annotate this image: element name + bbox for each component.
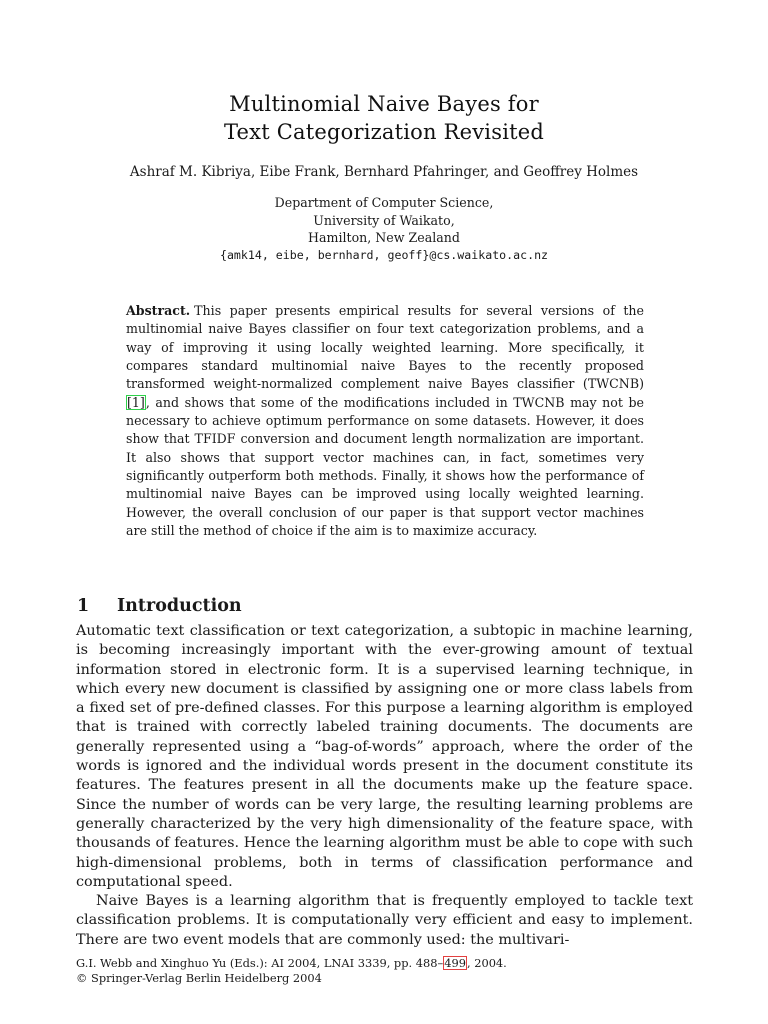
- abstract: [126, 302, 644, 540]
- abstract-text-part-1: This paper presents empirical results for several versions of the multinomial naive Bayes classifier on four text categorization problems, and a way of improving it using locally weighted learning. More specifically, it compares standard multinomial naive Bayes to the recently proposed transformed weight-normalized complement naive Bayes classifier (TWCNB): [126, 303, 644, 392]
- affiliation-block: [0, 194, 768, 264]
- citation-link-1[interactable]: [1]: [127, 394, 145, 410]
- footer-citation-text: G.I. Webb and Xinghuo Yu (Eds.): AI 2004, LNAI 3339, pp. 488–: [76, 956, 444, 970]
- abstract-label: Abstract.: [126, 303, 191, 318]
- page-footer: [76, 956, 507, 985]
- affiliation-location: Hamilton, New Zealand: [308, 230, 460, 245]
- paragraph-2: Naive Bayes is a learning algorithm that is frequently employed to tackle text classification problems. It is computationally very efficient and easy to implement. There are two event models that are commonly used: the multivari-: [76, 893, 693, 948]
- section-title: Introduction: [117, 595, 242, 616]
- introduction-body: [76, 622, 693, 950]
- paragraph-1: Automatic text classification or text categorization, a subtopic in machine learning, is becoming increasingly important with the ever-growing amount of textual information stored in electronic form. It is a supervised learning technique, in which every new document is classified by assigning one or more class labels from a fixed set of pre-defined classes. For this purpose a learning algorithm is employed that is trained with correctly labeled training documents. The documents are generally represented using a “bag-of-words” approach, where the order of the words is ignored and the individual words present in the document constitute its features. The features present in all the documents make up the feature space. Since the number of words can be very large, the resulting learning problems are generally characterized by the very high dimensionality of the feature space, with thousands of features. Hence the learning algorithm must be able to cope with such high-dimensional problems, both in terms of classification performance and computational speed.: [76, 623, 693, 890]
- paper-title: [0, 90, 768, 146]
- section-heading-introduction: [77, 594, 242, 618]
- footer-citation: [76, 956, 507, 971]
- title-line-2: Text Categorization Revisited: [223, 120, 545, 145]
- affiliation-university: University of Waikato,: [313, 212, 455, 228]
- title-line-1: Multinomial Naive Bayes for: [229, 92, 539, 117]
- section-number: 1: [77, 595, 90, 616]
- author-list: Ashraf M. Kibriya, Eibe Frank, Bernhard Pfahringer, and Geoffrey Holmes: [129, 164, 639, 180]
- footer-copyright: © Springer-Verlag Berlin Heidelberg 2004: [76, 970, 322, 985]
- abstract-text-part-2: , and shows that some of the modifications included in TWCNB may not be necessary to achieve optimum performance on some datasets. However, it does show that TFIDF conversion and document length normalization are important. It also shows that support vector machines can, in fact, sometimes very significantly outperform both methods. Finally, it shows how the performance of multinomial naive Bayes can be improved using locally weighted learning. However, the overall conclusion of our paper is that support vector machines are still the method of choice if the aim is to maximize accuracy.: [126, 394, 644, 539]
- footer-citation-year: , 2004.: [466, 956, 507, 970]
- affiliation-department: Department of Computer Science,: [274, 195, 494, 210]
- author-emails: {amk14, eibe, bernhard, geoff}@cs.waikato.ac.nz: [219, 247, 549, 262]
- page-range-link[interactable]: 499: [444, 956, 466, 970]
